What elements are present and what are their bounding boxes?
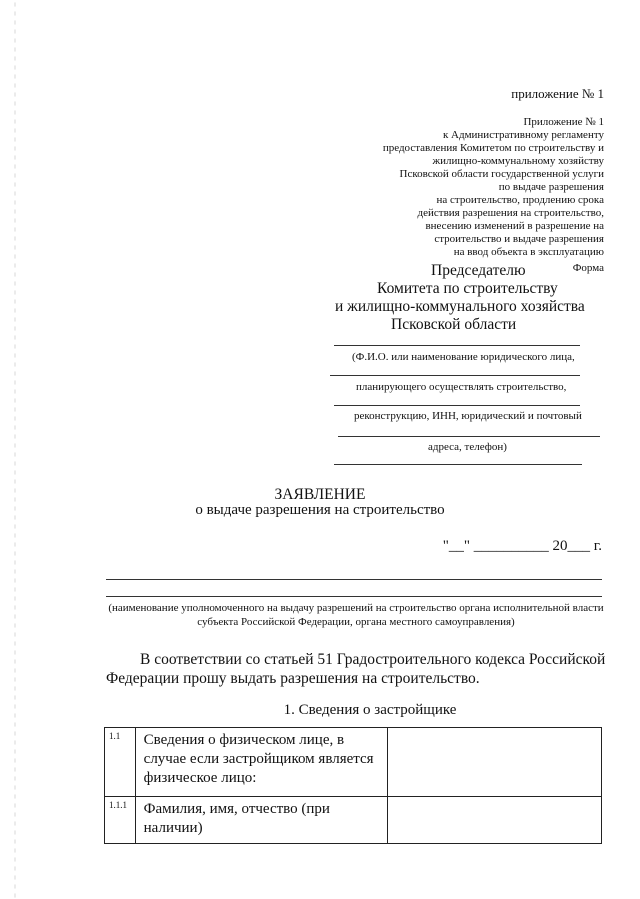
addressee-line: Псковской области bbox=[391, 316, 517, 333]
applicant-fill-line[interactable] bbox=[334, 405, 580, 406]
table-row bbox=[105, 797, 602, 844]
row-number: 1.1.1 bbox=[105, 797, 136, 844]
form-label: Форма bbox=[572, 262, 604, 274]
date-line[interactable]: "__" __________ 20___ г. bbox=[442, 538, 602, 554]
document-title: ЗАЯВЛЕНИЕ bbox=[274, 486, 366, 503]
table-row bbox=[105, 728, 602, 797]
row-label: Фамилия, имя, отчество (при наличии) bbox=[135, 797, 388, 844]
regulation-note-line: на строительство, продлению срока bbox=[436, 194, 604, 206]
regulation-note bbox=[324, 116, 604, 259]
regulation-note-line: жилищно-коммунальному хозяйству bbox=[432, 155, 604, 167]
regulation-note-line: Приложение № 1 bbox=[523, 116, 604, 128]
addressee-line: и жилищно-коммунального хозяйства bbox=[335, 298, 585, 315]
scan-edge-dots bbox=[14, 0, 16, 899]
applicant-caption: планирующего осуществлять строительство, bbox=[356, 381, 567, 393]
regulation-note-line: к Административному регламенту bbox=[442, 129, 604, 141]
regulation-note-line: действия разрешения на строительство, bbox=[417, 207, 604, 219]
applicant-caption: адреса, телефон) bbox=[428, 441, 507, 453]
addressee-block bbox=[335, 262, 585, 334]
row-number: 1.1 bbox=[105, 728, 136, 797]
applicant-fill-line[interactable] bbox=[330, 375, 580, 376]
regulation-note-line: предоставления Комитетом по строительству и bbox=[382, 142, 604, 154]
annex-label: приложение № 1 bbox=[511, 86, 604, 101]
section-title: 1. Сведения о застройщике bbox=[283, 702, 457, 718]
regulation-note-line: строительство и выдаче разрешения bbox=[434, 233, 604, 245]
row-label: Сведения о физическом лице, в случае если застройщиком является физическое лицо: bbox=[135, 728, 388, 797]
addressee-line: Председателю bbox=[431, 262, 526, 279]
organ-fill-line[interactable] bbox=[106, 579, 602, 580]
row-value-cell[interactable] bbox=[388, 728, 602, 797]
organ-caption: (наименование уполномоченного на выдачу разрешений на строительство органа исполнительной власти субъекта Российской Федерации, органа местного самоуправления) bbox=[108, 602, 604, 628]
applicant-caption: реконструкцию, ИНН, юридический и почтовый bbox=[354, 410, 582, 422]
organ-fill-line[interactable] bbox=[106, 596, 602, 597]
applicant-fill-line[interactable] bbox=[334, 464, 582, 465]
addressee-line: Комитета по строительству bbox=[377, 280, 558, 297]
regulation-note-line: Псковской области государственной услуги bbox=[399, 168, 604, 180]
intro-paragraph: В соответствии со статьей 51 Градостроительного кодекса Российской Федерации прошу выдать разрешения на строительство. bbox=[106, 651, 606, 687]
regulation-note-line: на ввод объекта в эксплуатацию bbox=[453, 246, 604, 258]
applicant-info-table bbox=[104, 727, 602, 844]
row-value-cell[interactable] bbox=[388, 797, 602, 844]
regulation-note-line: по выдаче разрешения bbox=[498, 181, 604, 193]
applicant-fill-line[interactable] bbox=[338, 436, 600, 437]
applicant-caption: (Ф.И.О. или наименование юридического лица, bbox=[352, 351, 575, 363]
applicant-fill-line[interactable] bbox=[334, 345, 580, 346]
document-subtitle: о выдаче разрешения на строительство bbox=[195, 502, 445, 518]
regulation-note-line: внесению изменений в разрешение на bbox=[425, 220, 604, 232]
